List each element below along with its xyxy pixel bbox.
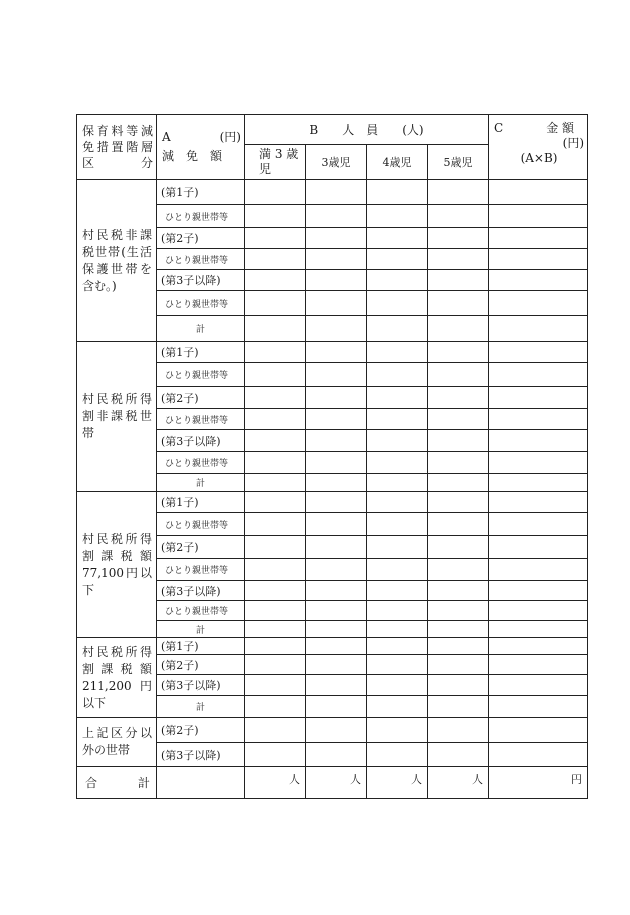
col-a-unit: (円) bbox=[219, 130, 241, 144]
row-child2: (第2子) bbox=[157, 228, 245, 249]
tier-5-label: 上記区分以外の世帯 bbox=[77, 718, 157, 767]
row-child3: (第3子以降) bbox=[157, 270, 245, 291]
row-child2: (第2子) bbox=[157, 655, 245, 675]
col-b-header bbox=[245, 115, 489, 145]
grand-total-label bbox=[77, 767, 157, 799]
row-child3: (第3子以降) bbox=[157, 430, 245, 452]
tier-4-label: 村民税所得割課税額211,200 円以下 bbox=[77, 638, 157, 718]
tier-1-label: 村民税非課税世帯(生活保護世帯を含む。) bbox=[77, 180, 157, 342]
row-child1: (第1子) bbox=[157, 342, 245, 363]
row-single: ひとり親世帯等 bbox=[157, 559, 245, 581]
row-child3: (第3子以降) bbox=[157, 581, 245, 601]
row-single: ひとり親世帯等 bbox=[157, 601, 245, 621]
col-c-letter: C bbox=[494, 121, 504, 135]
unit-person: 人 bbox=[367, 767, 428, 799]
col-age-under3: 満 3 歳 児 bbox=[245, 145, 306, 180]
col-b-unit: (人) bbox=[402, 123, 424, 137]
row-total: 計 bbox=[157, 474, 245, 492]
unit-person: 人 bbox=[245, 767, 306, 799]
tier-2-label: 村民税所得割非課税世帯 bbox=[77, 342, 157, 492]
col-b-label: 人 員 bbox=[342, 123, 379, 137]
row-child3: (第3子以降) bbox=[157, 743, 245, 767]
row-single: ひとり親世帯等 bbox=[157, 409, 245, 430]
col-b-letter: B bbox=[309, 123, 319, 137]
col-c-header bbox=[489, 115, 588, 180]
row-single: ひとり親世帯等 bbox=[157, 205, 245, 228]
row-child1: (第1子) bbox=[157, 180, 245, 205]
row-total: 計 bbox=[157, 316, 245, 342]
col-c-label: 金 額 bbox=[546, 121, 575, 135]
row-single: ひとり親世帯等 bbox=[157, 513, 245, 536]
fee-reduction-table bbox=[76, 114, 588, 799]
row-total: 計 bbox=[157, 696, 245, 718]
col-age-4: 4歳児 bbox=[367, 145, 428, 180]
row-single: ひとり親世帯等 bbox=[157, 452, 245, 474]
col-a-label: 減 免 額 bbox=[162, 149, 223, 163]
row-child2: (第2子) bbox=[157, 387, 245, 409]
row-child1: (第1子) bbox=[157, 492, 245, 513]
unit-yen: 円 bbox=[489, 767, 588, 799]
row-single: ひとり親世帯等 bbox=[157, 291, 245, 316]
row-child3: (第3子以降) bbox=[157, 675, 245, 696]
row-single: ひとり親世帯等 bbox=[157, 363, 245, 387]
tier-3-label: 村民税所得割課税額77,100円以下 bbox=[77, 492, 157, 638]
row-child2: (第2子) bbox=[157, 536, 245, 559]
row-single: ひとり親世帯等 bbox=[157, 249, 245, 270]
col-age-5: 5歳児 bbox=[428, 145, 489, 180]
unit-person: 人 bbox=[306, 767, 367, 799]
row-total: 計 bbox=[157, 621, 245, 638]
grand-total-char-1: 合 bbox=[85, 776, 98, 790]
col-a-letter: A bbox=[162, 130, 171, 144]
col-age-3: 3歳児 bbox=[306, 145, 367, 180]
row-child1: (第1子) bbox=[157, 638, 245, 655]
col-a-header bbox=[157, 115, 245, 180]
row-child2: (第2子) bbox=[157, 718, 245, 743]
unit-person: 人 bbox=[428, 767, 489, 799]
col-c-formula: (A×B) bbox=[520, 151, 558, 165]
tier-header: 保育料等減免措置階層区分 bbox=[77, 115, 157, 180]
col-c-unit: (円) bbox=[562, 136, 585, 150]
grand-total-char-2: 計 bbox=[137, 776, 150, 790]
